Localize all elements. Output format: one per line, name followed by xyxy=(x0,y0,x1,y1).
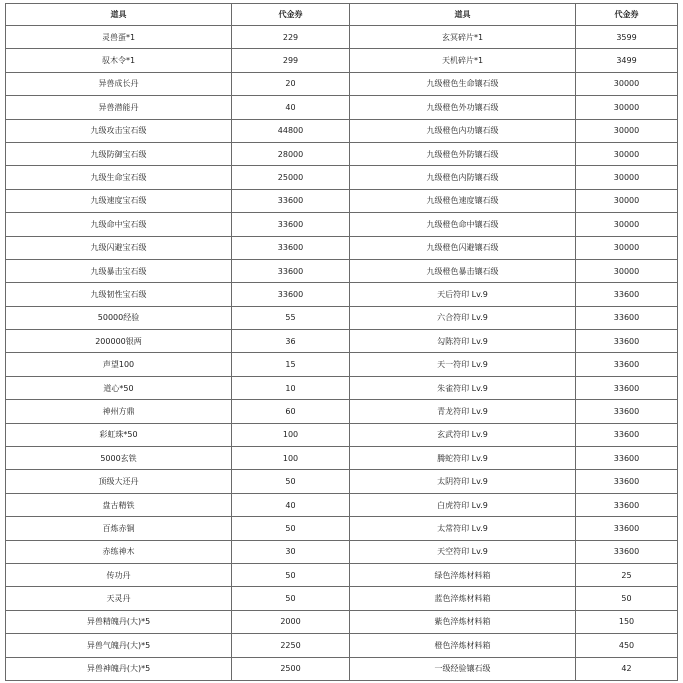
price-cell: 33600 xyxy=(232,236,350,259)
price-cell: 50 xyxy=(232,563,350,586)
table-row xyxy=(6,634,678,657)
price-cell-right: 30000 xyxy=(576,259,678,282)
item-cell-right: 九级橙色速度镶石级 xyxy=(350,189,576,212)
price-cell: 2000 xyxy=(232,610,350,633)
item-cell: 九级韧性宝石级 xyxy=(6,283,232,306)
item-cell-right: 绿色淬炼材料箱 xyxy=(350,563,576,586)
item-cell: 5000玄铁 xyxy=(6,447,232,470)
table-row xyxy=(6,376,678,399)
price-cell-right: 33600 xyxy=(576,517,678,540)
price-cell-right: 30000 xyxy=(576,236,678,259)
item-cell-right: 九级橙色暴击镶石级 xyxy=(350,259,576,282)
price-cell-right: 30000 xyxy=(576,119,678,142)
price-cell-right: 33600 xyxy=(576,376,678,399)
price-cell: 33600 xyxy=(232,283,350,306)
price-cell-right: 30000 xyxy=(576,213,678,236)
price-cell-right: 33600 xyxy=(576,353,678,376)
price-cell: 40 xyxy=(232,493,350,516)
item-cell: 顶级大还丹 xyxy=(6,470,232,493)
price-cell-right: 30000 xyxy=(576,166,678,189)
price-cell: 33600 xyxy=(232,213,350,236)
header-price-right: 代金券 xyxy=(576,4,678,26)
price-cell-right: 33600 xyxy=(576,330,678,353)
table-row xyxy=(6,657,678,680)
table-row xyxy=(6,563,678,586)
item-cell-right: 紫色淬炼材料箱 xyxy=(350,610,576,633)
item-cell-right: 橙色淬炼材料箱 xyxy=(350,634,576,657)
price-table xyxy=(5,3,678,681)
table-row xyxy=(6,49,678,72)
table-row xyxy=(6,142,678,165)
price-cell-right: 30000 xyxy=(576,96,678,119)
table-row xyxy=(6,166,678,189)
item-cell: 盘古精铁 xyxy=(6,493,232,516)
price-cell-right: 450 xyxy=(576,634,678,657)
table-row xyxy=(6,353,678,376)
item-cell: 驭木令*1 xyxy=(6,49,232,72)
item-cell-right: 天后符印 Lv.9 xyxy=(350,283,576,306)
item-cell-right: 九级橙色内功镶石级 xyxy=(350,119,576,142)
price-cell: 50 xyxy=(232,517,350,540)
header-row xyxy=(6,4,678,26)
table-row xyxy=(6,306,678,329)
price-cell-right: 33600 xyxy=(576,470,678,493)
price-cell-right: 30000 xyxy=(576,72,678,95)
item-cell-right: 太常符印 Lv.9 xyxy=(350,517,576,540)
item-cell-right: 天机碎片*1 xyxy=(350,49,576,72)
header-price: 代金券 xyxy=(232,4,350,26)
price-cell: 60 xyxy=(232,400,350,423)
price-cell: 50 xyxy=(232,470,350,493)
price-cell-right: 33600 xyxy=(576,540,678,563)
item-cell-right: 九级橙色闪避镶石级 xyxy=(350,236,576,259)
table-row xyxy=(6,26,678,49)
item-cell: 神州方鼎 xyxy=(6,400,232,423)
table-row xyxy=(6,470,678,493)
item-cell: 九级命中宝石级 xyxy=(6,213,232,236)
item-cell: 异兽精魄丹(大)*5 xyxy=(6,610,232,633)
price-cell-right: 42 xyxy=(576,657,678,680)
price-cell: 36 xyxy=(232,330,350,353)
item-cell-right: 一级经验镶石级 xyxy=(350,657,576,680)
item-cell-right: 玄冥碎片*1 xyxy=(350,26,576,49)
price-cell: 55 xyxy=(232,306,350,329)
item-cell: 赤练神木 xyxy=(6,540,232,563)
item-cell-right: 九级橙色命中镶石级 xyxy=(350,213,576,236)
price-cell: 10 xyxy=(232,376,350,399)
price-cell: 40 xyxy=(232,96,350,119)
table-row xyxy=(6,540,678,563)
item-cell: 天灵丹 xyxy=(6,587,232,610)
item-cell-right: 六合符印 Lv.9 xyxy=(350,306,576,329)
table-row xyxy=(6,283,678,306)
table-row xyxy=(6,610,678,633)
item-cell-right: 白虎符印 Lv.9 xyxy=(350,493,576,516)
price-cell: 33600 xyxy=(232,189,350,212)
table-row xyxy=(6,189,678,212)
item-cell: 50000经验 xyxy=(6,306,232,329)
price-cell: 2250 xyxy=(232,634,350,657)
table-row xyxy=(6,587,678,610)
item-cell: 九级防御宝石级 xyxy=(6,142,232,165)
price-cell: 25000 xyxy=(232,166,350,189)
item-cell-right: 蓝色淬炼材料箱 xyxy=(350,587,576,610)
table-row xyxy=(6,400,678,423)
item-cell: 异兽成长丹 xyxy=(6,72,232,95)
item-cell-right: 九级橙色外防镶石级 xyxy=(350,142,576,165)
item-cell: 声望100 xyxy=(6,353,232,376)
price-cell-right: 150 xyxy=(576,610,678,633)
price-cell: 15 xyxy=(232,353,350,376)
price-cell-right: 3599 xyxy=(576,26,678,49)
item-cell: 道心*50 xyxy=(6,376,232,399)
item-cell-right: 勾陈符印 Lv.9 xyxy=(350,330,576,353)
table-row xyxy=(6,236,678,259)
item-cell: 百炼赤铜 xyxy=(6,517,232,540)
item-cell: 传功丹 xyxy=(6,563,232,586)
price-cell: 50 xyxy=(232,587,350,610)
table-row xyxy=(6,493,678,516)
price-cell-right: 33600 xyxy=(576,400,678,423)
item-cell-right: 朱雀符印 Lv.9 xyxy=(350,376,576,399)
price-cell: 100 xyxy=(232,447,350,470)
item-cell-right: 九级橙色内防镶石级 xyxy=(350,166,576,189)
item-cell: 200000银两 xyxy=(6,330,232,353)
item-cell-right: 天空符印 Lv.9 xyxy=(350,540,576,563)
item-cell: 九级生命宝石级 xyxy=(6,166,232,189)
item-cell: 九级速度宝石级 xyxy=(6,189,232,212)
price-cell-right: 33600 xyxy=(576,283,678,306)
price-cell: 30 xyxy=(232,540,350,563)
item-cell-right: 太阴符印 Lv.9 xyxy=(350,470,576,493)
item-cell: 异兽气魄丹(大)*5 xyxy=(6,634,232,657)
price-cell-right: 30000 xyxy=(576,189,678,212)
price-cell: 229 xyxy=(232,26,350,49)
price-cell-right: 33600 xyxy=(576,493,678,516)
item-cell: 异兽神魄丹(大)*5 xyxy=(6,657,232,680)
table-row xyxy=(6,119,678,142)
price-cell-right: 30000 xyxy=(576,142,678,165)
item-cell: 异兽潜能丹 xyxy=(6,96,232,119)
price-cell: 44800 xyxy=(232,119,350,142)
table-row xyxy=(6,330,678,353)
price-cell: 299 xyxy=(232,49,350,72)
item-cell-right: 九级橙色外功镶石级 xyxy=(350,96,576,119)
table-row xyxy=(6,96,678,119)
item-cell-right: 天一符印 Lv.9 xyxy=(350,353,576,376)
price-cell: 20 xyxy=(232,72,350,95)
item-cell-right: 玄武符印 Lv.9 xyxy=(350,423,576,446)
table-row xyxy=(6,72,678,95)
header-item: 道具 xyxy=(6,4,232,26)
table-row xyxy=(6,447,678,470)
price-table-container xyxy=(5,3,677,681)
price-cell-right: 3499 xyxy=(576,49,678,72)
table-row xyxy=(6,259,678,282)
item-cell-right: 腾蛇符印 Lv.9 xyxy=(350,447,576,470)
price-cell: 28000 xyxy=(232,142,350,165)
item-cell: 灵兽蛋*1 xyxy=(6,26,232,49)
item-cell: 彩虹珠*50 xyxy=(6,423,232,446)
price-cell-right: 33600 xyxy=(576,447,678,470)
price-cell: 2500 xyxy=(232,657,350,680)
header-item-right: 道具 xyxy=(350,4,576,26)
price-cell-right: 50 xyxy=(576,587,678,610)
item-cell-right: 九级橙色生命镶石级 xyxy=(350,72,576,95)
table-row xyxy=(6,213,678,236)
item-cell: 九级暴击宝石级 xyxy=(6,259,232,282)
price-cell-right: 33600 xyxy=(576,306,678,329)
price-cell-right: 33600 xyxy=(576,423,678,446)
price-cell-right: 25 xyxy=(576,563,678,586)
price-cell: 100 xyxy=(232,423,350,446)
price-cell: 33600 xyxy=(232,259,350,282)
table-row xyxy=(6,517,678,540)
table-row xyxy=(6,423,678,446)
item-cell: 九级闪避宝石级 xyxy=(6,236,232,259)
item-cell: 九级攻击宝石级 xyxy=(6,119,232,142)
item-cell-right: 青龙符印 Lv.9 xyxy=(350,400,576,423)
